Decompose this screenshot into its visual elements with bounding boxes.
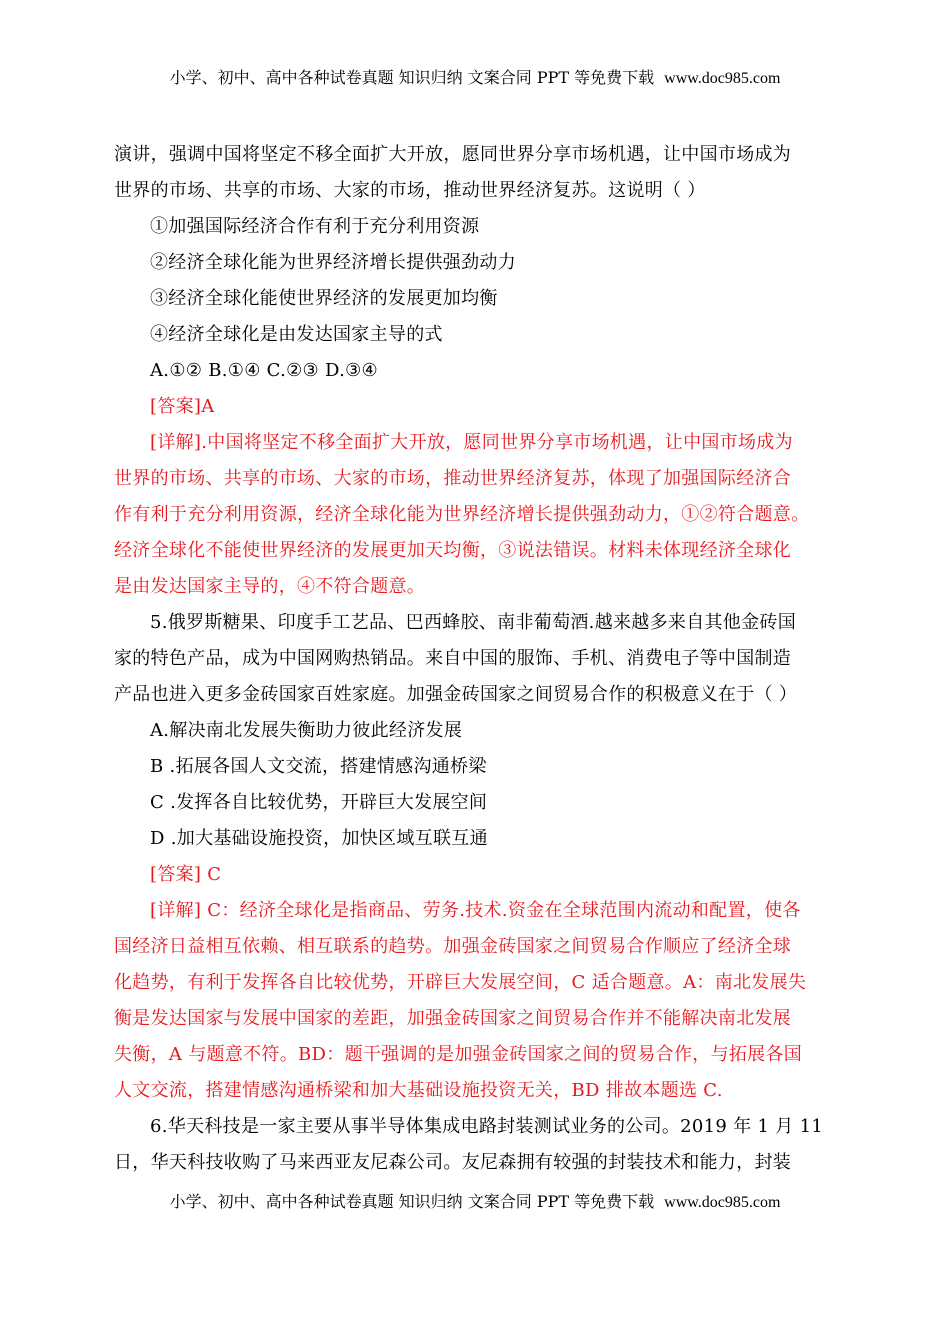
q5-option-d: D .加大基础设施投资，加快区域互联互通 — [150, 828, 488, 849]
q4-stem-line: 世界的市场、共享的市场、大家的市场，推动世界经济复苏。这说明（ ） — [114, 180, 706, 201]
q5-stem-line: 5.俄罗斯糖果、印度手工艺品、巴西蜂胶、南非葡萄酒.越来越多来自其他金砖国 — [150, 612, 796, 633]
q5-answer: [答案] C — [150, 864, 222, 885]
q4-explanation-line: 世界的市场、共享的市场、大家的市场，推动世界经济复苏，体现了加强国际经济合 — [114, 468, 792, 489]
q5-option-b: B .拓展各国人文交流，搭建情感沟通桥梁 — [150, 756, 487, 777]
q4-answer: [答案]A — [150, 396, 215, 417]
q4-explanation-line: 经济全球化不能使世界经济的发展更加天均衡，③说法错误。材料未体现经济全球化 — [114, 540, 792, 561]
page-header — [0, 68, 950, 89]
q6-stem-line: 日，华天科技收购了马来西亚友尼森公司。友尼森拥有较强的封装技术和能力，封装 — [114, 1152, 792, 1173]
q4-option-1: ①加强国际经济合作有利于充分利用资源 — [150, 216, 480, 237]
q4-stem-line: 演讲，强调中国将坚定不移全面扩大开放，愿同世界分享市场机遇，让中国市场成为 — [114, 144, 792, 165]
q4-explanation-line: 作有利于充分利用资源，经济全球化能为世界经济增长提供强劲动力，①②符合题意。 — [114, 504, 810, 525]
q4-option-4: ④经济全球化是由发达国家主导的式 — [150, 324, 443, 345]
document-body — [114, 137, 838, 1181]
q5-explanation-line: 人文交流，搭建情感沟通桥梁和加大基础设施投资无关，BD 排故本题选 C. — [114, 1080, 723, 1101]
page-footer — [0, 1192, 950, 1213]
q5-explanation-line: 衡是发达国家与发展中国家的差距，加强金砖国家之间贸易合作并不能解决南北发展 — [114, 1008, 792, 1029]
footer-url[interactable]: www.doc985.com — [664, 1194, 781, 1211]
q4-choices: A.①② B.①④ C.②③ D.③④ — [150, 360, 378, 381]
q4-option-2: ②经济全球化能为世界经济增长提供强劲动力 — [150, 252, 516, 273]
q5-option-c: C .发挥各自比较优势，开辟巨大发展空间 — [150, 792, 488, 813]
q5-explanation-line: 失衡，A 与题意不符。BD：题干强调的是加强金砖国家之间的贸易合作，与拓展各国 — [114, 1044, 803, 1065]
q5-explanation-line: 国经济日益相互依赖、相互联系的趋势。加强金砖国家之间贸易合作顺应了经济全球 — [114, 936, 792, 957]
footer-text: 小学、初中、高中各种试卷真题 知识归纳 文案合同 PPT 等免费下载 — [169, 1192, 655, 1211]
q6-stem-line: 6.华天科技是一家主要从事半导体集成电路封装测试业务的公司。2019 年 1 月 11 — [150, 1116, 824, 1137]
q4-explanation-line: [详解].中国将坚定不移全面扩大开放，愿同世界分享市场机遇，让中国市场成为 — [150, 432, 793, 453]
header-url[interactable]: www.doc985.com — [664, 70, 781, 87]
q5-stem-line: 家的特色产品，成为中国网购热销品。来自中国的服饰、手机、消费电子等中国制造 — [114, 648, 792, 669]
q4-option-3: ③经济全球化能使世界经济的发展更加均衡 — [150, 288, 498, 309]
q5-stem-line: 产品也进入更多金砖国家百姓家庭。加强金砖国家之间贸易合作的积极意义在于（ ） — [114, 684, 798, 705]
q5-option-a: A.解决南北发展失衡助力彼此经济发展 — [150, 720, 463, 741]
q4-explanation-line: 是由发达国家主导的，④不符合题意。 — [114, 576, 426, 597]
header-text: 小学、初中、高中各种试卷真题 知识归纳 文案合同 PPT 等免费下载 — [169, 68, 655, 87]
q5-explanation-line: 化趋势，有利于发挥各自比较优势，开辟巨大发展空间，C 适合题意。A：南北发展失 — [114, 972, 807, 993]
q5-explanation-line: [详解] C：经济全球化是指商品、劳务.技术.资金在全球范围内流动和配置，使各 — [150, 900, 801, 921]
